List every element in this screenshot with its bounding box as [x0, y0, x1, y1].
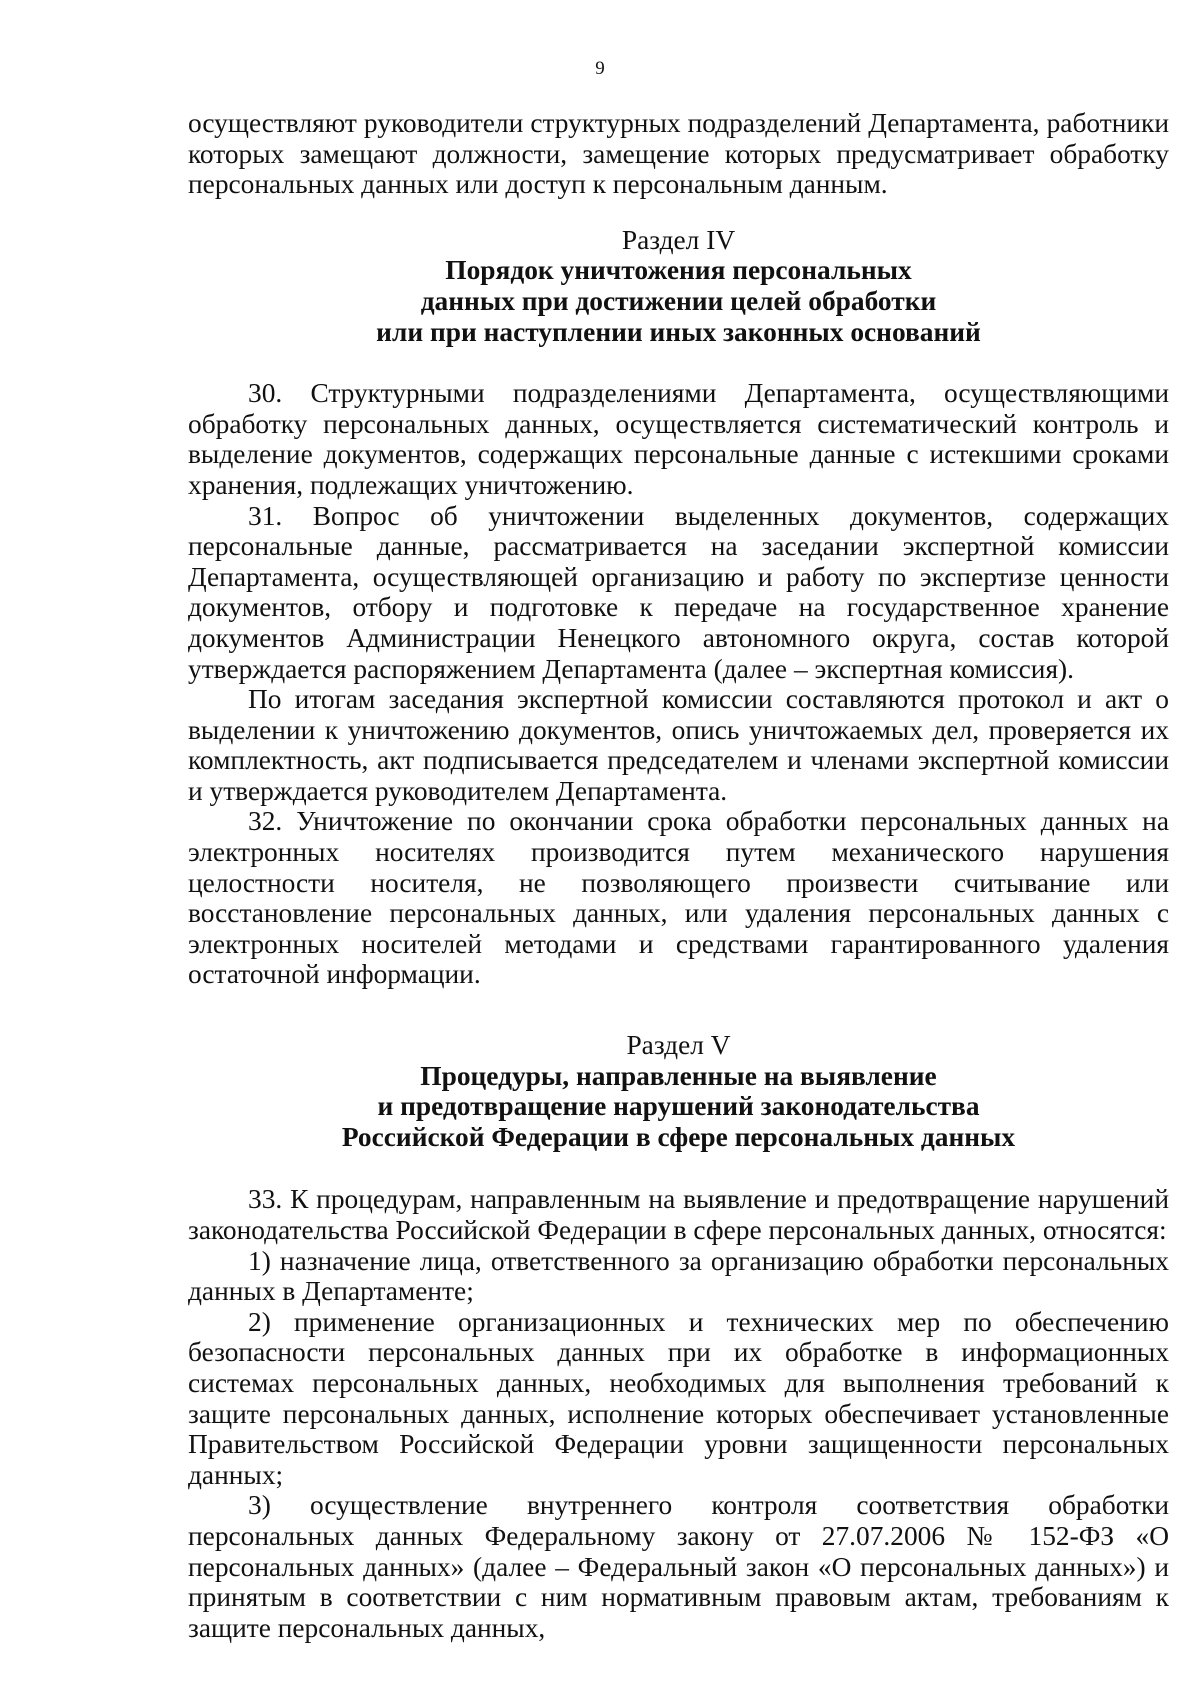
section-4-label: Раздел IV	[621, 224, 736, 255]
section-5-title	[188, 1061, 1169, 1153]
paragraph-31-continuation: По итогам заседания экспертной комиссии составляются протокол и акт о выделении к уничтожению документов, опись уничтожаемых дел, проверяется их комплектность, акт подписывается председателем и членами экспертной комиссии и утверждается руководителем Департамента.	[188, 684, 1169, 806]
document-body	[188, 108, 1169, 1643]
section-5-title-line: Процедуры, направленные на выявление	[420, 1060, 937, 1091]
section-4-title-line: Порядок уничтожения персональных	[445, 255, 912, 286]
paragraph-30: 30. Структурными подразделениями Департамента, осуществляющими обработку персональных данных, осуществляется систематический контроль и выделение документов, содержащих персональные данные с истекшими сроками хранения, подлежащих уничтожению.	[188, 378, 1169, 500]
paragraph-33: 33. К процедурам, направленным на выявление и предотвращение нарушений законодательства Российской Федерации в сфере персональных данных, относятся:	[188, 1184, 1169, 1245]
section-4-title-line: данных при достижении целей обработки	[420, 285, 937, 316]
paragraph-32: 32. Уничтожение по окончании срока обработки персональных данных на электронных носителях производится путем механического нарушения целостности носителя, не позволяющего произвести считывание или восстановление персональных данных, или удаления персональных данных с электронных носителей методами и средствами гарантированного удаления остаточной информации.	[188, 806, 1169, 990]
section-4-title	[188, 255, 1169, 347]
section-5-label: Раздел V	[626, 1030, 731, 1061]
list-item-3: 3) осуществление внутреннего контроля соответствия обработки персональных данных Федеральному закону от 27.07.2006 № 152-ФЗ «О персональных данных» (далее – Федеральный закон «О персональных данных») и принятым в соответствии с ним нормативным правовым актам, требованиям к защите персональных данных,	[188, 1490, 1169, 1643]
page-number: 9	[595, 58, 605, 79]
intro-paragraph: осуществляют руководители структурных подразделений Департамента, работники которых замещают должности, замещение которых предусматривает обработку персональных данных или доступ к персональным данным.	[188, 108, 1169, 200]
section-5-title-line: и предотвращение нарушений законодательства	[377, 1091, 980, 1122]
section-5-title-line: Российской Федерации в сфере персональных данных	[341, 1121, 1016, 1152]
list-item-2: 2) применение организационных и технических мер по обеспечению безопасности персональных данных при их обработке в информационных системах персональных данных, необходимых для выполнения требований к защите персональных данных, исполнение которых обеспечивает установленные Правительством Российской Федерации уровни защищенности персональных данных;	[188, 1306, 1169, 1490]
section-4-title-line: или при наступлении иных законных оснований	[376, 316, 981, 347]
list-item-1: 1) назначение лица, ответственного за организацию обработки персональных данных в Департаменте;	[188, 1245, 1169, 1307]
paragraph-31: 31. Вопрос об уничтожении выделенных документов, содержащих персональные данные, рассматривается на заседании экспертной комиссии Департамента, осуществляющей организацию и работу по экспертизе ценности документов, отбору и подготовке к передаче на государственное хранение документов Администрации Ненецкого автономного округа, состав которой утверждается распоряжением Департамента (далее – экспертная комиссия).	[188, 500, 1169, 684]
